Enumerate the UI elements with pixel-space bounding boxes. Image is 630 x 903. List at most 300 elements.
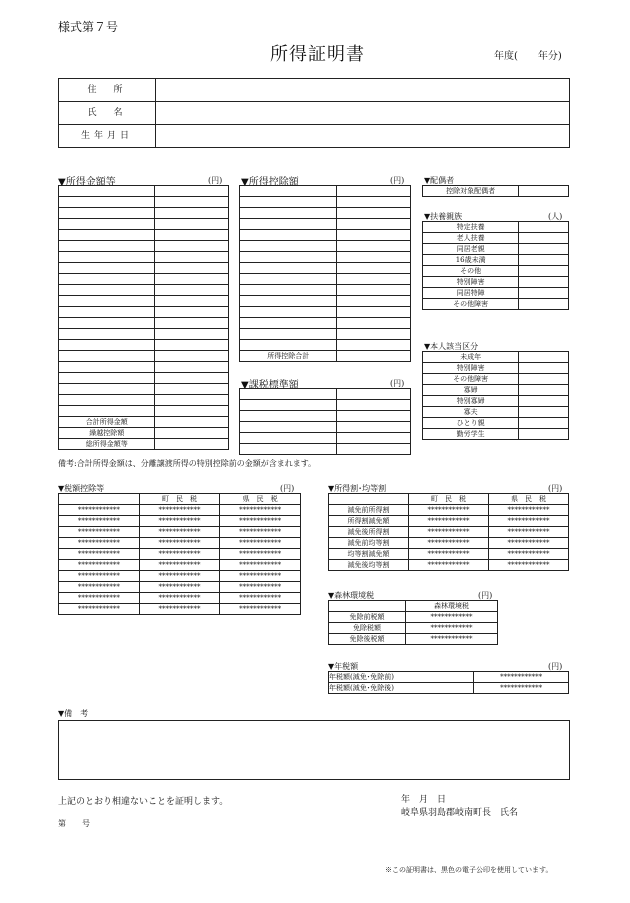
table-row bbox=[240, 400, 411, 411]
table-row bbox=[59, 241, 229, 252]
deduction-item-cell[interactable] bbox=[240, 296, 337, 307]
income-value-cell[interactable] bbox=[155, 362, 229, 373]
masked-value: ************ bbox=[59, 571, 140, 582]
table-row bbox=[59, 604, 301, 615]
income-value-cell[interactable] bbox=[155, 252, 229, 263]
table-row bbox=[423, 244, 569, 255]
deduction-item-cell[interactable] bbox=[240, 197, 337, 208]
table-row bbox=[240, 186, 411, 197]
dependents-row-value[interactable] bbox=[519, 266, 569, 277]
dependents-row-label: 特定扶養 bbox=[423, 222, 519, 233]
dependents-row-label: 同居特障 bbox=[423, 288, 519, 299]
self_status-row-value[interactable] bbox=[519, 385, 569, 396]
taxable-title: ▼課税標準額 bbox=[241, 380, 299, 391]
income-value-cell[interactable] bbox=[155, 406, 229, 417]
deduction-item-cell[interactable] bbox=[240, 186, 337, 197]
tax-credit-title: ▼税額控除等 bbox=[58, 484, 105, 493]
income-total-value[interactable] bbox=[155, 428, 229, 439]
table-row bbox=[59, 384, 229, 395]
table-row bbox=[240, 433, 411, 444]
table-row bbox=[59, 351, 229, 362]
table-row bbox=[423, 385, 569, 396]
table-row bbox=[240, 241, 411, 252]
masked-value: ************ bbox=[489, 527, 569, 538]
deduction-item-cell[interactable] bbox=[240, 230, 337, 241]
forest-row-label: 免除後税額 bbox=[329, 634, 406, 645]
income-item-cell[interactable] bbox=[59, 406, 155, 417]
spouse-value[interactable] bbox=[519, 186, 569, 197]
deduction-value-cell[interactable] bbox=[337, 230, 411, 241]
taxable-item-cell[interactable] bbox=[240, 444, 337, 455]
income-value-cell[interactable] bbox=[155, 384, 229, 395]
deduction-item-cell[interactable] bbox=[240, 263, 337, 274]
table-row bbox=[59, 230, 229, 241]
taxable-value-cell[interactable] bbox=[337, 444, 411, 455]
masked-value: ************ bbox=[59, 538, 140, 549]
table-row bbox=[329, 516, 569, 527]
self_status-row-value[interactable] bbox=[519, 363, 569, 374]
table-row bbox=[59, 329, 229, 340]
table-row bbox=[423, 363, 569, 374]
forest-header: 森林環境税 bbox=[406, 601, 498, 612]
table-row bbox=[240, 444, 411, 455]
income-value-cell[interactable] bbox=[155, 219, 229, 230]
deduction-value-cell[interactable] bbox=[337, 340, 411, 351]
masked-value: ************ bbox=[220, 593, 301, 604]
masked-value: ************ bbox=[409, 516, 489, 527]
deduction-item-cell[interactable] bbox=[240, 329, 337, 340]
table-row bbox=[59, 527, 301, 538]
tax-credit-unit: (円) bbox=[280, 484, 295, 493]
table-row bbox=[59, 582, 301, 593]
table-header-row bbox=[329, 601, 498, 612]
masked-value: ************ bbox=[220, 516, 301, 527]
table-row bbox=[59, 549, 301, 560]
annual-title: ▼年税額 bbox=[328, 662, 359, 671]
address-label: 住 所 bbox=[59, 79, 156, 102]
masked-value: ************ bbox=[139, 505, 220, 516]
table-row bbox=[329, 538, 569, 549]
income-item-cell[interactable] bbox=[59, 252, 155, 263]
masked-value: ************ bbox=[406, 634, 498, 645]
masked-value: ************ bbox=[220, 549, 301, 560]
self-status-table bbox=[422, 351, 569, 440]
self_status-row-value[interactable] bbox=[519, 396, 569, 407]
certify-text: 上記のとおり相違ないことを証明します。 bbox=[58, 797, 229, 807]
table-row bbox=[59, 593, 301, 604]
table-row bbox=[59, 340, 229, 351]
income-value-cell[interactable] bbox=[155, 263, 229, 274]
table-row bbox=[240, 274, 411, 285]
income-value-cell[interactable] bbox=[155, 395, 229, 406]
table-row bbox=[240, 411, 411, 422]
dependents-row-value[interactable] bbox=[519, 255, 569, 266]
deduction-item-cell[interactable] bbox=[240, 208, 337, 219]
self_status-row-label: 寡夫 bbox=[423, 407, 519, 418]
table-row bbox=[59, 538, 301, 549]
masked-value: ************ bbox=[139, 604, 220, 615]
taxable-item-cell[interactable] bbox=[240, 411, 337, 422]
masked-value: ************ bbox=[139, 593, 220, 604]
income-total-label: 繰越控除額 bbox=[59, 428, 155, 439]
deduction-item-cell[interactable] bbox=[240, 252, 337, 263]
table-row bbox=[240, 329, 411, 340]
income-value-cell[interactable] bbox=[155, 186, 229, 197]
remarks-box[interactable] bbox=[58, 720, 570, 780]
masked-value: ************ bbox=[59, 560, 140, 571]
masked-value: ************ bbox=[474, 672, 569, 683]
masked-value: ************ bbox=[220, 527, 301, 538]
deduction-value-cell[interactable] bbox=[337, 329, 411, 340]
table-row bbox=[329, 634, 498, 645]
spouse-row-label: 控除対象配偶者 bbox=[423, 186, 519, 197]
issue-date: 年 月 日 bbox=[401, 795, 447, 805]
table-row bbox=[59, 560, 301, 571]
table-row bbox=[59, 395, 229, 406]
masked-value: ************ bbox=[59, 582, 140, 593]
income-item-cell[interactable] bbox=[59, 285, 155, 296]
income-item-cell[interactable] bbox=[59, 197, 155, 208]
issuer: 岐阜県羽島郡岐南町長 氏名 bbox=[401, 808, 519, 818]
self_status-row-value[interactable] bbox=[519, 374, 569, 385]
masked-value: ************ bbox=[409, 505, 489, 516]
table-row bbox=[59, 406, 229, 417]
income-item-cell[interactable] bbox=[59, 219, 155, 230]
self_status-row-label: その他障害 bbox=[423, 374, 519, 385]
split-pref-header: 県 民 税 bbox=[489, 494, 569, 505]
taxable-value-cell[interactable] bbox=[337, 433, 411, 444]
table-row bbox=[240, 197, 411, 208]
income-value-cell[interactable] bbox=[155, 351, 229, 362]
income-item-cell[interactable] bbox=[59, 241, 155, 252]
masked-value: ************ bbox=[59, 593, 140, 604]
income-item-cell[interactable] bbox=[59, 230, 155, 241]
table-row bbox=[59, 362, 229, 373]
table-row bbox=[423, 374, 569, 385]
table-row bbox=[240, 351, 411, 362]
table-row bbox=[59, 571, 301, 582]
deduction-value-cell[interactable] bbox=[337, 252, 411, 263]
masked-value: ************ bbox=[139, 560, 220, 571]
dependents-row-value[interactable] bbox=[519, 244, 569, 255]
income-value-cell[interactable] bbox=[155, 197, 229, 208]
table-row bbox=[423, 222, 569, 233]
masked-value: ************ bbox=[220, 538, 301, 549]
table-row bbox=[59, 439, 229, 450]
deduction-item-cell[interactable] bbox=[240, 241, 337, 252]
dependents-row-label: 特別障害 bbox=[423, 277, 519, 288]
dependents-row-value[interactable] bbox=[519, 277, 569, 288]
split-row-label: 均等割減免額 bbox=[329, 549, 409, 560]
income-item-cell[interactable] bbox=[59, 351, 155, 362]
dependents-row-value[interactable] bbox=[519, 222, 569, 233]
taxable-value-cell[interactable] bbox=[337, 411, 411, 422]
masked-value: ************ bbox=[409, 560, 489, 571]
tax-credit-town-header: 町 民 税 bbox=[139, 494, 220, 505]
annual-unit: (円) bbox=[548, 662, 563, 671]
masked-value: ************ bbox=[139, 516, 220, 527]
masked-value: ************ bbox=[474, 683, 569, 694]
income-value-cell[interactable] bbox=[155, 373, 229, 384]
dependents-row-value[interactable] bbox=[519, 233, 569, 244]
income-item-cell[interactable] bbox=[59, 318, 155, 329]
income-total-value[interactable] bbox=[155, 417, 229, 428]
annual-row-label: 年税額(減免･免除前) bbox=[329, 672, 474, 683]
taxable-item-cell[interactable] bbox=[240, 433, 337, 444]
table-header-row bbox=[329, 494, 569, 505]
deduction-value-cell[interactable] bbox=[337, 186, 411, 197]
page-title: 所得証明書 bbox=[270, 44, 365, 65]
table-row bbox=[240, 318, 411, 329]
spouse-title: ▼配偶者 bbox=[424, 176, 455, 185]
deduction-value-cell[interactable] bbox=[337, 285, 411, 296]
dependents-row-label: その他 bbox=[423, 266, 519, 277]
income-value-cell[interactable] bbox=[155, 340, 229, 351]
table-row bbox=[423, 429, 569, 440]
self_status-row-label: 寡婦 bbox=[423, 385, 519, 396]
masked-value: ************ bbox=[139, 549, 220, 560]
masked-value: ************ bbox=[220, 560, 301, 571]
tax-credit-blank-header bbox=[59, 494, 140, 505]
remarks-title: ▼備 考 bbox=[58, 709, 89, 718]
table-row bbox=[59, 417, 229, 428]
deduction-item-cell[interactable] bbox=[240, 274, 337, 285]
dependents-unit: (人) bbox=[548, 212, 563, 221]
table-row bbox=[59, 186, 229, 197]
income-item-cell[interactable] bbox=[59, 384, 155, 395]
self_status-row-label: 特別障害 bbox=[423, 363, 519, 374]
deduction-value-cell[interactable] bbox=[337, 263, 411, 274]
income-item-cell[interactable] bbox=[59, 296, 155, 307]
masked-value: ************ bbox=[409, 538, 489, 549]
taxable-value-cell[interactable] bbox=[337, 400, 411, 411]
masked-value: ************ bbox=[489, 505, 569, 516]
table-row bbox=[59, 208, 229, 219]
table-row bbox=[240, 422, 411, 433]
dependents-row-label: その他障害 bbox=[423, 299, 519, 310]
form-number: 様式第７号 bbox=[58, 20, 119, 34]
deduction-table bbox=[239, 185, 411, 362]
masked-value: ************ bbox=[59, 505, 140, 516]
annual-row-label: 年税額(減免･免除後) bbox=[329, 683, 474, 694]
masked-value: ************ bbox=[409, 527, 489, 538]
certificate-number: 第 号 bbox=[58, 819, 90, 828]
table-row bbox=[329, 672, 569, 683]
income-split-title: ▼所得割･均等割 bbox=[328, 484, 387, 493]
table-row bbox=[240, 219, 411, 230]
table-row bbox=[423, 288, 569, 299]
deduction-unit: (円) bbox=[390, 176, 405, 185]
table-row bbox=[329, 683, 569, 694]
income-total-value[interactable] bbox=[155, 439, 229, 450]
deduction-item-cell[interactable] bbox=[240, 340, 337, 351]
masked-value: ************ bbox=[220, 571, 301, 582]
table-row bbox=[423, 418, 569, 429]
self_status-row-label: 特別寡婦 bbox=[423, 396, 519, 407]
table-row bbox=[59, 252, 229, 263]
income-item-cell[interactable] bbox=[59, 186, 155, 197]
table-row bbox=[423, 266, 569, 277]
table-row bbox=[240, 252, 411, 263]
table-row bbox=[423, 233, 569, 244]
taxable-item-cell[interactable] bbox=[240, 389, 337, 400]
income-value-cell[interactable] bbox=[155, 329, 229, 340]
deduction-value-cell[interactable] bbox=[337, 318, 411, 329]
split-row-label: 減免後均等割 bbox=[329, 560, 409, 571]
table-row bbox=[329, 623, 498, 634]
income-item-cell[interactable] bbox=[59, 395, 155, 406]
masked-value: ************ bbox=[409, 549, 489, 560]
income-value-cell[interactable] bbox=[155, 274, 229, 285]
deduction-value-cell[interactable] bbox=[337, 307, 411, 318]
table-row bbox=[240, 389, 411, 400]
table-row bbox=[329, 612, 498, 623]
deduction-value-cell[interactable] bbox=[337, 197, 411, 208]
table-row bbox=[329, 527, 569, 538]
income-item-cell[interactable] bbox=[59, 208, 155, 219]
forest-row-label: 免除税額 bbox=[329, 623, 406, 634]
table-row bbox=[59, 373, 229, 384]
table-row bbox=[59, 197, 229, 208]
forest-blank-header bbox=[329, 601, 406, 612]
split-town-header: 町 民 税 bbox=[409, 494, 489, 505]
income-value-cell[interactable] bbox=[155, 230, 229, 241]
taxable-item-cell[interactable] bbox=[240, 400, 337, 411]
table-row bbox=[59, 296, 229, 307]
name-label: 氏 名 bbox=[59, 102, 156, 125]
self-status-title: ▼本人該当区分 bbox=[424, 342, 479, 351]
table-row bbox=[329, 505, 569, 516]
spouse-table bbox=[422, 185, 569, 197]
table-row bbox=[240, 307, 411, 318]
dependents-row-value[interactable] bbox=[519, 299, 569, 310]
table-row bbox=[423, 352, 569, 363]
deduction-value-cell[interactable] bbox=[337, 241, 411, 252]
masked-value: ************ bbox=[59, 549, 140, 560]
deduction-item-cell[interactable] bbox=[240, 219, 337, 230]
seal-note: ※この証明書は、黒色の電子公印を使用しています。 bbox=[385, 866, 553, 874]
table-row bbox=[423, 299, 569, 310]
income-total-label: 合計所得金額 bbox=[59, 417, 155, 428]
deduction-item-cell[interactable] bbox=[240, 285, 337, 296]
self_status-row-label: ひとり親 bbox=[423, 418, 519, 429]
split-row-label: 減免後所得割 bbox=[329, 527, 409, 538]
dependents-title: ▼扶養親族 bbox=[424, 212, 463, 221]
split-row-label: 減免前所得割 bbox=[329, 505, 409, 516]
taxable-value-cell[interactable] bbox=[337, 389, 411, 400]
income-value-cell[interactable] bbox=[155, 307, 229, 318]
table-row bbox=[59, 505, 301, 516]
income-item-cell[interactable] bbox=[59, 340, 155, 351]
income-item-cell[interactable] bbox=[59, 263, 155, 274]
income-item-cell[interactable] bbox=[59, 307, 155, 318]
forest-title: ▼森林環境税 bbox=[328, 591, 375, 600]
dependents-row-label: 老人扶養 bbox=[423, 233, 519, 244]
income-split-unit: (円) bbox=[548, 484, 563, 493]
taxable-item-cell[interactable] bbox=[240, 422, 337, 433]
forest-table bbox=[328, 600, 498, 645]
table-row bbox=[240, 208, 411, 219]
income-value-cell[interactable] bbox=[155, 241, 229, 252]
income-total-label: 総所得金額等 bbox=[59, 439, 155, 450]
masked-value: ************ bbox=[489, 560, 569, 571]
masked-value: ************ bbox=[139, 538, 220, 549]
deduction-value-cell[interactable] bbox=[337, 274, 411, 285]
birthdate-value[interactable] bbox=[156, 125, 570, 148]
self_status-row-value[interactable] bbox=[519, 418, 569, 429]
table-row bbox=[240, 230, 411, 241]
self_status-row-label: 勤労学生 bbox=[423, 429, 519, 440]
masked-value: ************ bbox=[406, 612, 498, 623]
deduction-total-label: 所得控除合計 bbox=[240, 351, 337, 362]
masked-value: ************ bbox=[489, 516, 569, 527]
table-row bbox=[240, 296, 411, 307]
table-row bbox=[59, 285, 229, 296]
income-value-cell[interactable] bbox=[155, 296, 229, 307]
table-row bbox=[240, 340, 411, 351]
income-item-cell[interactable] bbox=[59, 329, 155, 340]
taxable-value-cell[interactable] bbox=[337, 422, 411, 433]
table-row bbox=[423, 396, 569, 407]
income-value-cell[interactable] bbox=[155, 318, 229, 329]
income-value-cell[interactable] bbox=[155, 208, 229, 219]
masked-value: ************ bbox=[59, 527, 140, 538]
income-value-cell[interactable] bbox=[155, 285, 229, 296]
split-row-label: 所得割減免額 bbox=[329, 516, 409, 527]
deduction-item-cell[interactable] bbox=[240, 307, 337, 318]
masked-value: ************ bbox=[406, 623, 498, 634]
masked-value: ************ bbox=[220, 505, 301, 516]
table-row bbox=[59, 274, 229, 285]
masked-value: ************ bbox=[139, 582, 220, 593]
income-split-table bbox=[328, 493, 569, 571]
income-item-cell[interactable] bbox=[59, 362, 155, 373]
deduction-value-cell[interactable] bbox=[337, 208, 411, 219]
dependents-table bbox=[422, 221, 569, 310]
masked-value: ************ bbox=[220, 604, 301, 615]
income-item-cell[interactable] bbox=[59, 373, 155, 384]
table-row bbox=[240, 285, 411, 296]
income-item-cell[interactable] bbox=[59, 274, 155, 285]
deduction-total-value[interactable] bbox=[337, 351, 411, 362]
table-row bbox=[59, 263, 229, 274]
income-title: ▼所得金額等 bbox=[58, 177, 116, 188]
deduction-value-cell[interactable] bbox=[337, 296, 411, 307]
dependents-row-value[interactable] bbox=[519, 288, 569, 299]
taxable-table bbox=[239, 388, 411, 455]
table-row bbox=[59, 428, 229, 439]
masked-value: ************ bbox=[489, 549, 569, 560]
table-header-row bbox=[59, 494, 301, 505]
deduction-value-cell[interactable] bbox=[337, 219, 411, 230]
birthdate-label: 生年月日 bbox=[59, 125, 156, 148]
masked-value: ************ bbox=[139, 527, 220, 538]
name-value[interactable] bbox=[156, 102, 570, 125]
deduction-item-cell[interactable] bbox=[240, 318, 337, 329]
taxable-unit: (円) bbox=[390, 379, 405, 388]
self_status-row-value[interactable] bbox=[519, 429, 569, 440]
table-row bbox=[59, 516, 301, 527]
masked-value: ************ bbox=[59, 516, 140, 527]
address-value[interactable] bbox=[156, 79, 570, 102]
split-blank-header bbox=[329, 494, 409, 505]
masked-value: ************ bbox=[489, 538, 569, 549]
self_status-row-value[interactable] bbox=[519, 352, 569, 363]
self_status-row-value[interactable] bbox=[519, 407, 569, 418]
table-row bbox=[59, 219, 229, 230]
masked-value: ************ bbox=[139, 571, 220, 582]
table-row bbox=[423, 255, 569, 266]
